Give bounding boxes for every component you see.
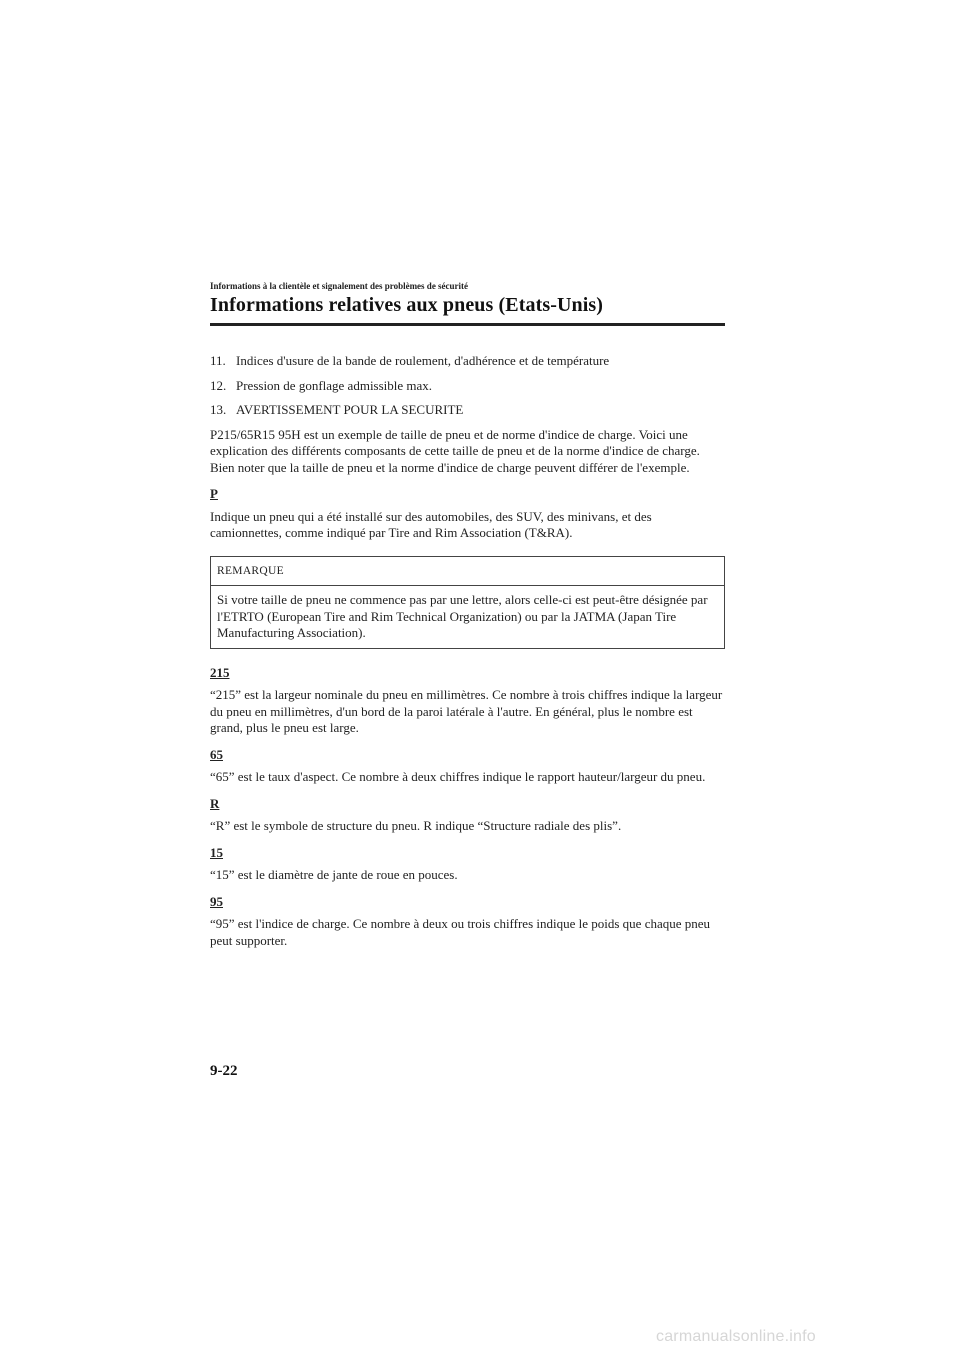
list-item <box>210 378 725 395</box>
term-text-aspect: “65” est le taux d'aspect. Ce nombre à deux chiffres indique le rapport hauteur/largeur du pneu. <box>210 769 706 784</box>
list-text: Indices d'usure de la bande de roulement, d'adhérence et de température <box>236 353 610 368</box>
title-divider <box>210 323 725 326</box>
note-box <box>210 556 725 649</box>
list-item <box>210 353 725 370</box>
term-heading-radial: R <box>210 795 220 811</box>
term-heading-width: 215 <box>210 664 230 680</box>
section-label: Informations à la clientèle et signalement des problèmes de sécurité <box>210 281 469 291</box>
list-item <box>210 402 725 419</box>
note-text: Si votre taille de pneu ne commence pas par une lettre, alors celle-ci est peut-être désignée par l'ETRTO (European Tire and Rim Technical Organization) ou par la JATMA (Japan Tire Manufacturing Association). <box>217 592 708 640</box>
term-text-width: “215” est la largeur nominale du pneu en millimètres. Ce nombre à trois chiffres indique la largeur du pneu en millimètres, d'un bord de la paroi latérale à l'autre. En général, plus le nombre est grand, plus le pneu est large. <box>210 687 723 735</box>
term-text-p: Indique un pneu qui a été installé sur des automobiles, des SUV, des minivans, et des camionnettes, comme indiqué par Tire and Rim Association (T&RA). <box>210 508 652 540</box>
term-heading-p: P <box>210 486 218 501</box>
term-heading-aspect: 65 <box>210 746 223 762</box>
list-number: 12. <box>210 377 227 393</box>
term-text-radial: “R” est le symbole de structure du pneu. R indique “Structure radiale des plis”. <box>210 818 622 833</box>
intro-paragraph: P215/65R15 95H est un exemple de taille de pneu et de norme d'indice de charge. Voici une explication des différents composants de cette taille de pneu et de la norme d'indice de charge. Bien noter que la taille de pneu et la norme d'indice de charge peuvent différer de l'exemple. <box>210 426 700 475</box>
page-body <box>210 353 725 957</box>
term-text-load: “95” est l'indice de charge. Ce nombre à deux ou trois chiffres indique le poids que chaque pneu peut supporter. <box>210 916 711 948</box>
page-title: Informations relatives aux pneus (Etats-Unis) <box>210 294 604 316</box>
list-number: 13. <box>210 402 227 417</box>
term-heading-load: 95 <box>210 893 223 909</box>
term-text-rim: “15” est le diamètre de jante de roue en pouces. <box>210 867 458 882</box>
list-text: Pression de gonflage admissible max. <box>236 377 433 393</box>
watermark: carmanualsonline.info <box>656 1328 816 1345</box>
list-number: 11. <box>210 353 226 368</box>
note-heading: REMARQUE <box>211 557 724 587</box>
list-text: AVERTISSEMENT POUR LA SECURITE <box>236 402 464 417</box>
page-number: 9-22 <box>210 1063 238 1079</box>
term-heading-rim: 15 <box>210 844 223 860</box>
